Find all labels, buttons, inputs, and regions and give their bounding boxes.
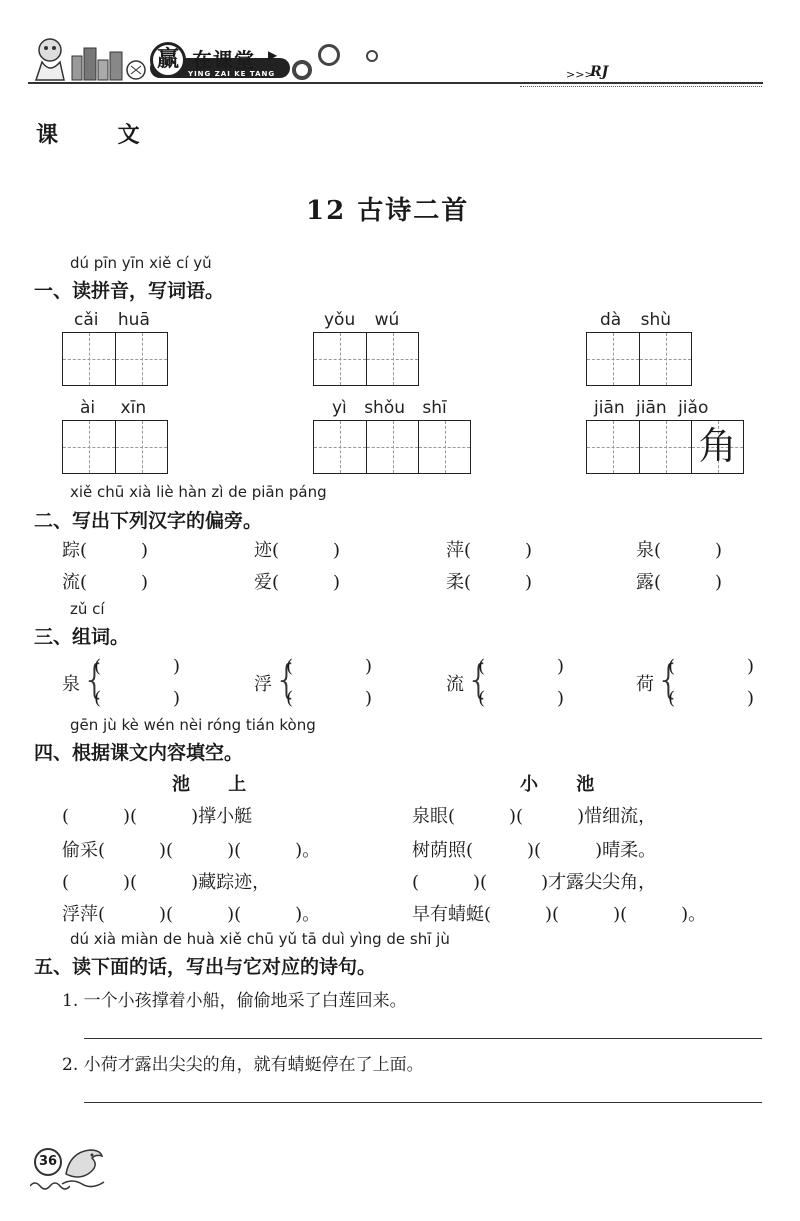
q1-item-pinyin: yǒu wú bbox=[324, 310, 400, 330]
poem-line-blank[interactable]: 早有蜻蜓( )( )( )。 bbox=[412, 904, 707, 925]
q4-pinyin: gēn jù kè wén nèi róng tián kòng bbox=[70, 716, 316, 734]
word-group-char: 流 bbox=[446, 674, 464, 695]
q1-item-pinyin: jiān jiān jiǎo bbox=[594, 398, 709, 418]
writing-grid[interactable] bbox=[62, 420, 168, 474]
radical-blank[interactable]: 踪( ) bbox=[62, 540, 149, 561]
poem-line-blank[interactable]: ( )( )藏踪迹， bbox=[62, 872, 271, 893]
brand-subtitle: YING ZAI KE TANG bbox=[188, 70, 276, 78]
grid-cell[interactable] bbox=[366, 333, 418, 385]
answer-line[interactable] bbox=[84, 1102, 762, 1103]
grid-cell[interactable] bbox=[63, 333, 115, 385]
word-blank[interactable]: ( ) bbox=[668, 656, 755, 677]
writing-grid[interactable] bbox=[313, 332, 419, 386]
poem-line-blank[interactable]: 泉眼( )( )惜细流， bbox=[412, 806, 657, 827]
brace-icon: { bbox=[466, 657, 492, 703]
word-blank[interactable]: ( ) bbox=[478, 688, 565, 709]
edition-label: RJ bbox=[590, 64, 609, 80]
brand-logo-badge: 赢 bbox=[150, 42, 186, 78]
q2-pinyin: xiě chū xià liè hàn zì de piān páng bbox=[70, 483, 327, 501]
section-label: 课 文 bbox=[36, 123, 166, 148]
q1-pinyin: dú pīn yīn xiě cí yǔ bbox=[70, 254, 212, 272]
poem-line-blank[interactable]: ( )( )才露尖尖角， bbox=[412, 872, 657, 893]
poem-line-blank[interactable]: 浮萍( )( )( )。 bbox=[62, 904, 321, 925]
wave-decoration-icon bbox=[30, 1180, 70, 1192]
radical-blank[interactable]: 流( ) bbox=[62, 572, 149, 593]
grid-cell[interactable] bbox=[366, 421, 418, 473]
ring-decoration-icon bbox=[366, 50, 378, 62]
grid-cell[interactable] bbox=[587, 333, 639, 385]
grid-cell[interactable] bbox=[418, 421, 470, 473]
q1-item-pinyin: cǎi huā bbox=[74, 310, 150, 330]
q5-heading: 五、读下面的话，写出与它对应的诗句。 bbox=[34, 956, 377, 978]
word-blank[interactable]: ( ) bbox=[94, 656, 181, 677]
q1-item-pinyin: ài xīn bbox=[80, 398, 147, 418]
radical-blank[interactable]: 泉( ) bbox=[636, 540, 723, 561]
grid-cell[interactable] bbox=[115, 421, 167, 473]
grid-cell[interactable] bbox=[63, 421, 115, 473]
writing-grid[interactable] bbox=[586, 332, 692, 386]
word-blank[interactable]: ( ) bbox=[94, 688, 181, 709]
paraphrase-sentence: 2. 小荷才露出尖尖的角，就有蜻蜓停在了上面。 bbox=[62, 1055, 424, 1075]
writing-grid[interactable] bbox=[313, 420, 471, 474]
page-number: 36 bbox=[34, 1148, 62, 1176]
poem-line-blank[interactable]: 树荫照( )( )晴柔。 bbox=[412, 840, 657, 861]
grid-cell[interactable] bbox=[639, 421, 691, 473]
writing-grid[interactable] bbox=[586, 420, 744, 474]
mascot-logo-icon bbox=[28, 34, 148, 84]
radical-blank[interactable]: 萍( ) bbox=[446, 540, 533, 561]
q1-heading: 一、读拼音，写词语。 bbox=[34, 280, 225, 302]
word-group-char: 泉 bbox=[62, 674, 80, 695]
brace-icon: { bbox=[274, 657, 300, 703]
grid-cell[interactable] bbox=[115, 333, 167, 385]
q5-pinyin: dú xià miàn de huà xiě chū yǔ tā duì yìng de shī jù bbox=[70, 930, 450, 948]
grid-cell[interactable] bbox=[587, 421, 639, 473]
answer-line[interactable] bbox=[84, 1038, 762, 1039]
poem-line-blank[interactable]: 偷采( )( )( )。 bbox=[62, 840, 321, 861]
radical-blank[interactable]: 露( ) bbox=[636, 572, 723, 593]
radical-blank[interactable]: 迹( ) bbox=[254, 540, 341, 561]
brand-name: 在课堂 bbox=[192, 48, 255, 72]
word-blank[interactable]: ( ) bbox=[286, 656, 373, 677]
poem-title: 池 上 bbox=[172, 774, 263, 795]
brace-icon: { bbox=[656, 657, 682, 703]
header-rule bbox=[28, 82, 763, 84]
q2-heading: 二、写出下列汉字的偏旁。 bbox=[34, 510, 263, 532]
radical-blank[interactable]: 爱( ) bbox=[254, 572, 341, 593]
word-group-char: 浮 bbox=[254, 674, 272, 695]
edition-arrows: >>> bbox=[566, 68, 594, 81]
q3-heading: 三、组词。 bbox=[34, 626, 130, 648]
word-blank[interactable]: ( ) bbox=[668, 688, 755, 709]
writing-grid[interactable] bbox=[62, 332, 168, 386]
q3-pinyin: zǔ cí bbox=[70, 600, 105, 618]
play-arrow-icon: ▶ bbox=[268, 48, 278, 62]
paraphrase-sentence: 1. 一个小孩撑着小船，偷偷地采了白莲回来。 bbox=[62, 991, 407, 1011]
poem-title: 小 池 bbox=[520, 774, 611, 795]
ring-decoration-icon bbox=[318, 44, 340, 66]
brace-icon: { bbox=[82, 657, 108, 703]
grid-cell[interactable]: 角 bbox=[691, 421, 743, 473]
word-group-char: 荷 bbox=[636, 674, 654, 695]
poem-line-blank[interactable]: ( )( )撑小艇 bbox=[62, 806, 253, 827]
grid-cell[interactable] bbox=[314, 333, 366, 385]
radical-blank[interactable]: 柔( ) bbox=[446, 572, 533, 593]
grid-cell[interactable] bbox=[314, 421, 366, 473]
grid-cell[interactable] bbox=[639, 333, 691, 385]
q1-item-pinyin: dà shù bbox=[600, 310, 672, 330]
word-blank[interactable]: ( ) bbox=[478, 656, 565, 677]
q1-item-pinyin: yì shǒu shī bbox=[332, 398, 447, 418]
q4-heading: 四、根据课文内容填空。 bbox=[34, 742, 244, 764]
ring-decoration-icon bbox=[292, 60, 312, 80]
lesson-title: 12 古诗二首 bbox=[306, 196, 470, 226]
word-blank[interactable]: ( ) bbox=[286, 688, 373, 709]
header-dotted-rule bbox=[520, 86, 762, 87]
